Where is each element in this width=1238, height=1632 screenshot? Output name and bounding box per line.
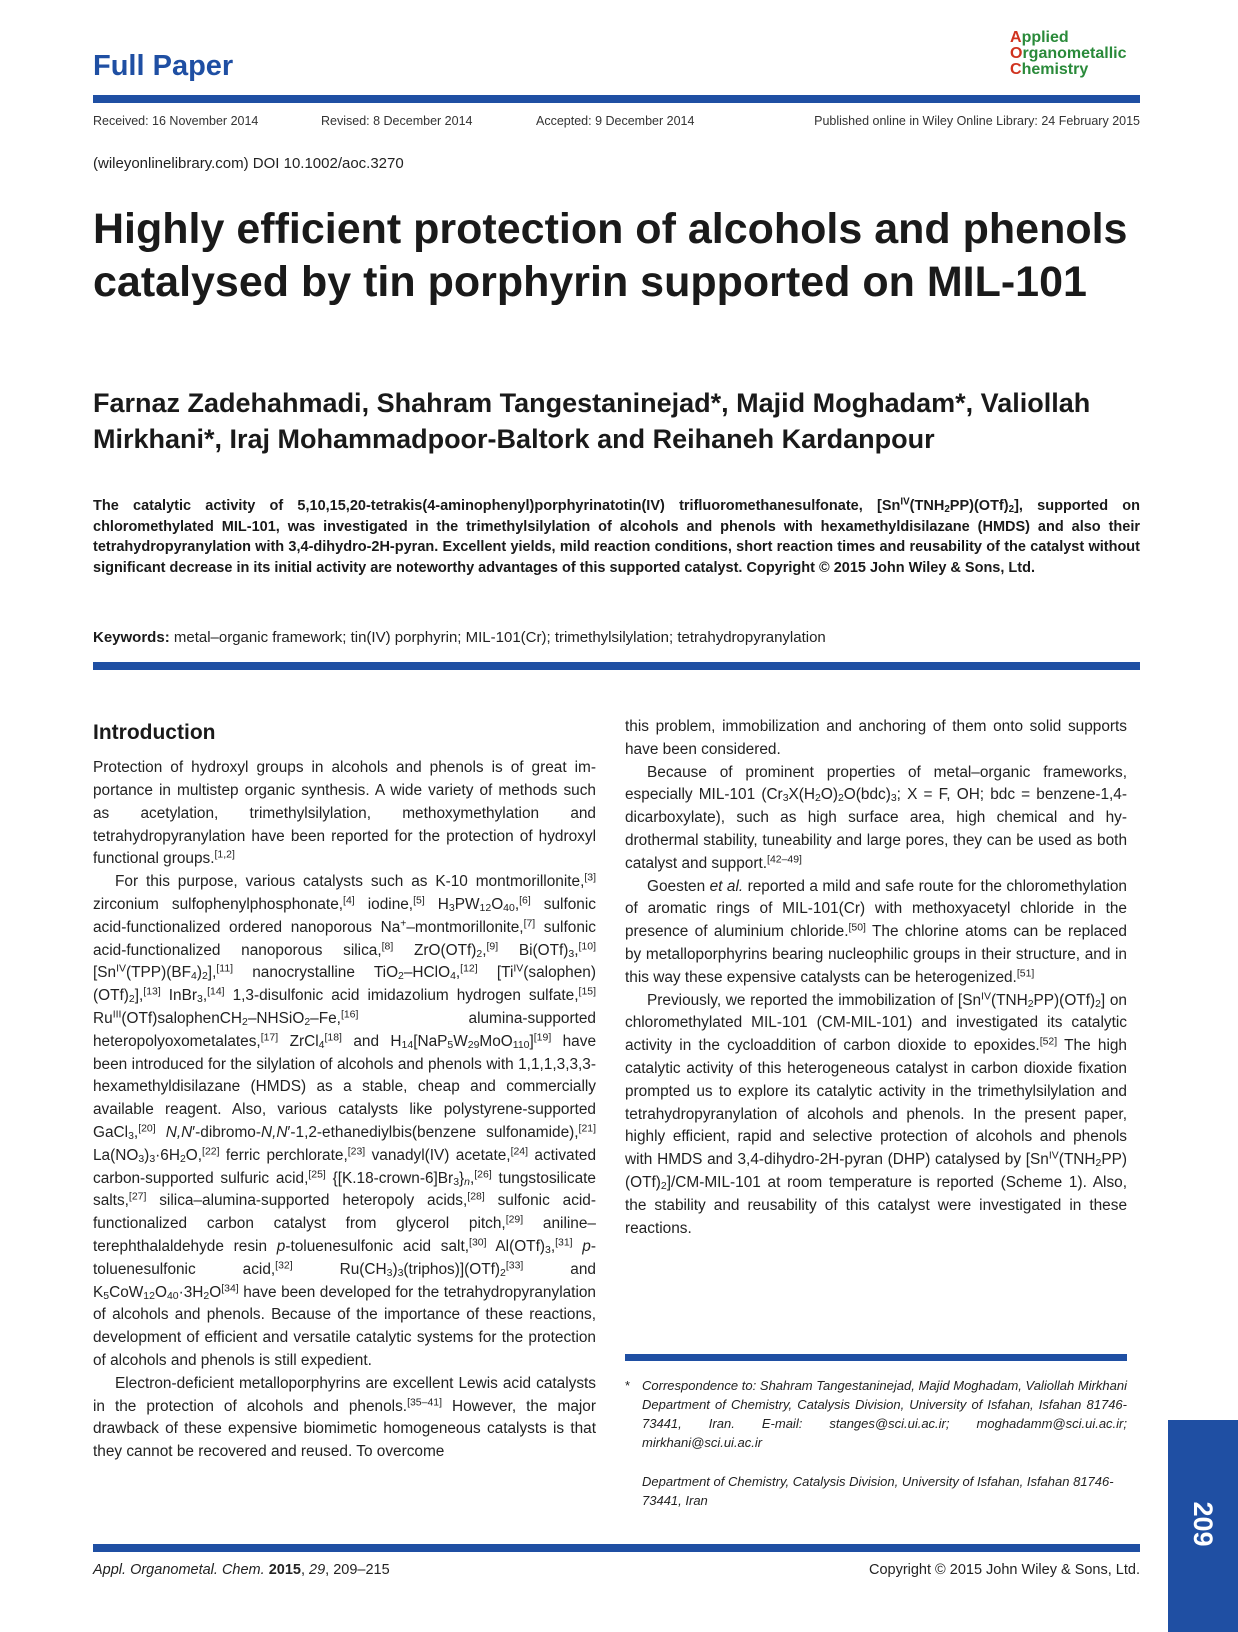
affiliation-note: Department of Chemistry, Catalysis Division, University of Isfahan, Isfahan 81746-73441, Iran	[642, 1474, 1114, 1508]
paragraph: this problem, immobilization and anchoring of them onto solid supports have been considered.	[625, 718, 1127, 758]
journal-logo	[1010, 30, 1126, 78]
paragraph: Because of prominent properties of metal–organic frameworks, especially MIL-101 ($Cr_3X(H_2O)_2O(bdc)_3$; X = F, OH; bdc = benzene-1,4-dicarboxylate), such as high surface area, high chemical and hydrothermal stability, tuneability and large pores, they can be used as both catalyst and support.[42–49]	[625, 763, 1127, 872]
paragraph: Electron-deficient metalloporphyrins are excellent Lewis acid catalysts in the protection of alcohols and phenols.[35–41] However, the major drawback of these expensive biomimetic homogeneous catalysts is that they cannot be recovered and reused. To overcome	[93, 1374, 596, 1461]
accepted-date: Accepted: 9 December 2014	[536, 114, 695, 128]
footer-citation: Appl. Organometal. Chem. 2015, 29, 209–215	[93, 1562, 390, 1578]
journal-logo-line-1: Applied	[1010, 29, 1069, 46]
right-column	[625, 716, 1127, 1240]
footer-copyright: Copyright © 2015 John Wiley & Sons, Ltd.	[868, 1562, 1140, 1578]
doi[interactable]: (wileyonlinelibrary.com) DOI 10.1002/aoc.3270	[93, 155, 404, 172]
top-rule	[93, 95, 1140, 103]
keywords-label: Keywords:	[93, 629, 170, 646]
footnote-star: *	[625, 1378, 631, 1393]
correspondence-note	[625, 1377, 1127, 1452]
left-column	[93, 720, 596, 1464]
published-date: Published online in Wiley Online Library: 24 February 2015	[814, 114, 1140, 128]
correspondence-text: Correspondence to: Shahram Tangestaninejad, Majid Moghadam, Valiollah Mirkhani Department of Chemistry, Catalysis Division, University of Isfahan, Isfahan 81746-73441, Iran. E-mail: stanges@sci.ui.ac.ir; moghadamm@sci.ui.ac.ir; mirkhani@sci.ui.ac.ir	[642, 1378, 1127, 1450]
revised-date: Revised: 8 December 2014	[321, 114, 473, 128]
mid-rule	[93, 662, 1140, 670]
paragraph: Goesten et al. reported a mild and safe route for the chloromethylation of aromatic rings of MIL-101(Cr) with methoxyacetyl chloride in the presence of aluminium chloride.[50] The chlorine atoms can be replaced by metalloporphyrins bearing nucleophilic groups in their structure, and in this way these expensive catalysts can be heterogenized.[51]	[625, 877, 1127, 986]
bottom-rule	[93, 1544, 1140, 1552]
journal-logo-line-3: Chemistry	[1010, 61, 1089, 78]
paragraph: Previously, we reported the immobilization of $[Sn^{IV}(TNH_2PP)(OTf)_2]$ on chloromethylated MIL-101 (CM-MIL-101) and investigated its catalytic activity in the cycloaddition of carbon dioxide to epoxides.[52] The high catalytic activity of this heterogeneous catalyst in carbon dioxide fixation prompted us to explore its catalytic activity in the trimethylsilylation and tetrahydropyranylation of alcohols and phenols. In the present paper, highly efficient, rapid and selective protection of alcohols and phenols with HMDS and 3,4-dihydro-2H-pyran (DHP) catalysed by $[Sn^{IV}(TNH_2PP)(OTf)_2]/CM-MIL-101$ at room temperature is reported (Scheme 1). Also, the stability and reusability of this catalyst were investigated in these reactions.	[625, 990, 1127, 1237]
section-label: Full Paper	[93, 50, 234, 82]
paragraph: For this purpose, various catalysts such as K-10 montmorillonite,[3] zirconium sulfophenylphosphonate,[4] iodine,[5] $H_3PW_{12}O_{40},[6]$ sulfonic acid-functionalized ordered nanoporous Na+–montmorillonite,[7] sulfonic acid-functionalized nanoporous silica,[8] $ZrO(OTf)_2,[9]$ $Bi(OTf)_3,[10]$ $[Sn^{IV}(TPP)(BF_4)_2],[11]$ nanocrystalline TiO$_2$–HClO$_4$,[12] $[Ti^{IV}(salophen)(OTf)_2],[13]$ InBr$_3$,[14] 1,3-disulfonic acid imidazolium hydrogen sulfate,[15] $Ru^{III}(OTf)salophenCH_2-NHSiO_2-Fe,[16]$ alumina-supported heteropolyoxometalates,[17] ZrCl$_4$[18] and $H_{14}[NaP_5W_{29}MoO_{110}][19]$ have been introduced for the silylation of alcohols and phenols with 1,1,1,3,3,3-hexamethyldisilazane (HMDS) as a stable, cheap and commercially available reagent. Also, various catalysts like polystyrene-supported GaCl$_3$,[20] N,N′-dibromo-N,N′-1,2-ethanediylbis(benzene sulfonamide),[21] $La(NO_3)_3\cdot 6H_2O,[22]$ ferric perchlorate,[23] vanadyl(IV) acetate,[24] activated carbon-supported sulfuric acid,[25] $\{[K.18-crown-6]Br_3\}_n,[26]$ tungstosilicate salts,[27] silica–alumina-supported heteropoly acids,[28] sulfonic acid-functionalized carbon catalyst from glycerol pitch,[29] aniline–terephthalaldehyde resin p-toluenesulfonic acid salt,[30] $Al(OTf)_3,[31]$ p-toluenesulfonic acid,[32] $Ru(CH_3)_3(triphos)](OTf)_2[33]$ and $K_5CoW_{12}O_{40}\cdot 3H_2O[34]$ have been developed for the tetrahydropyranylation of alcohols and phenols. Because of the importance of these reactions, development of efficient and versatile catalytic systems for the protection of alcohols and phenols is still expedient.	[93, 872, 597, 1369]
intro-heading: Introduction	[93, 721, 216, 744]
correspondence-rule	[625, 1354, 1127, 1361]
page-number: 209	[1188, 1501, 1218, 1547]
abstract: The catalytic activity of 5,10,15,20-tetrakis(4-aminophenyl)porphyrinatotin(IV) trifluoromethanesulfonate, $[Sn^{IV}(TNH_2PP)(OTf)_2]$, supported on chloromethylated MIL-101, was investigated in the trimethylsilylation of alcohols and phenols with hexamethyldisilazane (HMDS) and also their tetrahydropyranylation with 3,4-dihydro-2H-pyran. Excellent yields, mild reaction conditions, short reaction times and reusability of the catalyst without significant decrease in its initial activity are noteworthy advantages of this supported catalyst. Copyright © 2015 John Wiley & Sons, Ltd.	[93, 496, 1141, 576]
authors: Farnaz Zadehahmadi, Shahram Tangestaninejad*, Majid Moghadam*, Valiollah Mirkhani*, Iraj Mohammadpoor-Baltork and Reihaneh Kardanpour	[93, 388, 1091, 455]
journal-logo-line-2: Organometallic	[1010, 45, 1127, 62]
keywords-list: metal–organic framework; tin(IV) porphyrin; MIL-101(Cr); trimethylsilylation; tetrahydropyranylation	[173, 629, 826, 646]
keywords	[93, 629, 1140, 646]
received-date: Received: 16 November 2014	[93, 114, 259, 128]
paragraph: Protection of hydroxyl groups in alcohols and phenols is of great importance in multistep organic synthesis. A wide variety of methods such as acetylation, trimethylsilylation, methoxymethylation and tetrahydropyranylation have been reported for the protection of hydroxyl functional groups.[1,2]	[93, 759, 596, 868]
article-title: Highly efficient protection of alcohols and phenols catalysed by tin porphyrin supported on MIL-101	[93, 205, 1128, 307]
